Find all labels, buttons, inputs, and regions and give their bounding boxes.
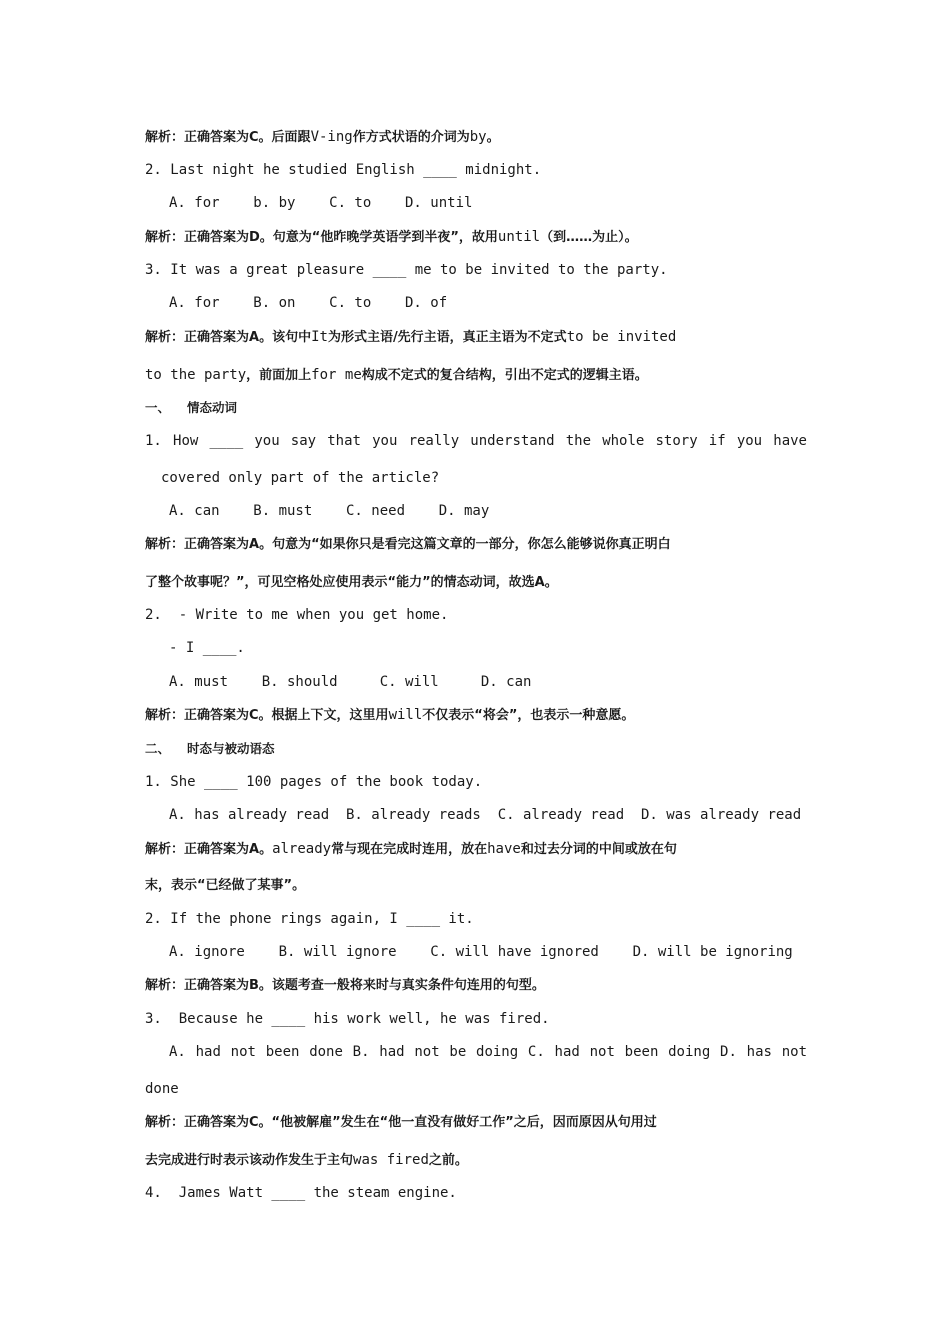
explanation-5: 解析：正确答案为C。根据上下文，这里用will不仅表示“将会”，也表示一种意愿。 (145, 707, 635, 723)
section-heading: 二、 时态与被动语态 (145, 741, 275, 756)
question-stem-continued: - I ____. (169, 640, 245, 656)
question-options: A. for b. by C. to D. until (169, 195, 473, 211)
question-stem: 2. If the phone rings again, I ____ it. (145, 911, 474, 927)
explanation-4-line2: 了整个故事呢？”，可见空格处应使用表示“能力”的情态动词，故选A。 (145, 575, 558, 590)
explanation-8-line2: 去完成进行时表示该动作发生于主句was fired之前。 (145, 1152, 468, 1168)
explanation-label: 解析： (145, 130, 185, 145)
question-stem: 3. It was a great pleasure ____ me to be invited to the party. (145, 262, 668, 278)
explanation-8: 解析：正确答案为C。“他被解雇”发生在“他一直没有做好工作”之后，因而原因从句用过 (145, 1115, 657, 1130)
explanation-6-line2: 末，表示“已经做了某事”。 (145, 878, 306, 893)
explanation-1: 解析：正确答案为C。后面跟V-ing作方式状语的介词为by。 (145, 129, 500, 145)
explanation-4: 解析：正确答案为A。句意为“如果你只是看完这篇文章的一部分，你怎么能够说你真正明白 (145, 537, 671, 552)
question-options: A. had not been done B. had not be doing C. had not been doing D. has not (169, 1044, 807, 1060)
question-options: A. must B. should C. will D. can (169, 674, 532, 690)
section-heading: 一、 情态动词 (145, 400, 238, 415)
question-options-continued: done (145, 1081, 179, 1097)
explanation-3-line2: to the party，前面加上for me构成不定式的复合结构，引出不定式的逻辑主语。 (145, 367, 648, 383)
question-stem: 3. Because he ____ his work well, he was fired. (145, 1011, 550, 1027)
question-stem: 1. How ____ you say that you really understand the whole story if you have (145, 433, 807, 449)
question-options: A. has already read B. already reads C. already read D. was already read (169, 807, 802, 823)
explanation-2: 解析：正确答案为D。句意为“他昨晚学英语学到半夜”，故用until（到……为止）。 (145, 229, 638, 245)
question-stem: 4. James Watt ____ the steam engine. (145, 1185, 457, 1201)
question-stem: 2. - Write to me when you get home. (145, 607, 449, 623)
explanation-3: 解析：正确答案为A。该句中It为形式主语/先行主语，真正主语为不定式to be invited (145, 329, 677, 345)
question-stem-continued: covered only part of the article? (161, 470, 440, 486)
explanation-7: 解析：正确答案为B。该题考查一般将来时与真实条件句连用的句型。 (145, 978, 545, 993)
question-options: A. ignore B. will ignore C. will have ignored D. will be ignoring (169, 944, 793, 960)
explanation-6: 解析：正确答案为A。already常与现在完成时连用，放在have和过去分词的中间或放在句 (145, 841, 677, 857)
question-stem: 1. She ____ 100 pages of the book today. (145, 774, 483, 790)
question-stem: 2. Last night he studied English ____ midnight. (145, 162, 542, 178)
question-options: A. can B. must C. need D. may (169, 503, 490, 519)
question-options: A. for B. on C. to D. of (169, 295, 448, 311)
